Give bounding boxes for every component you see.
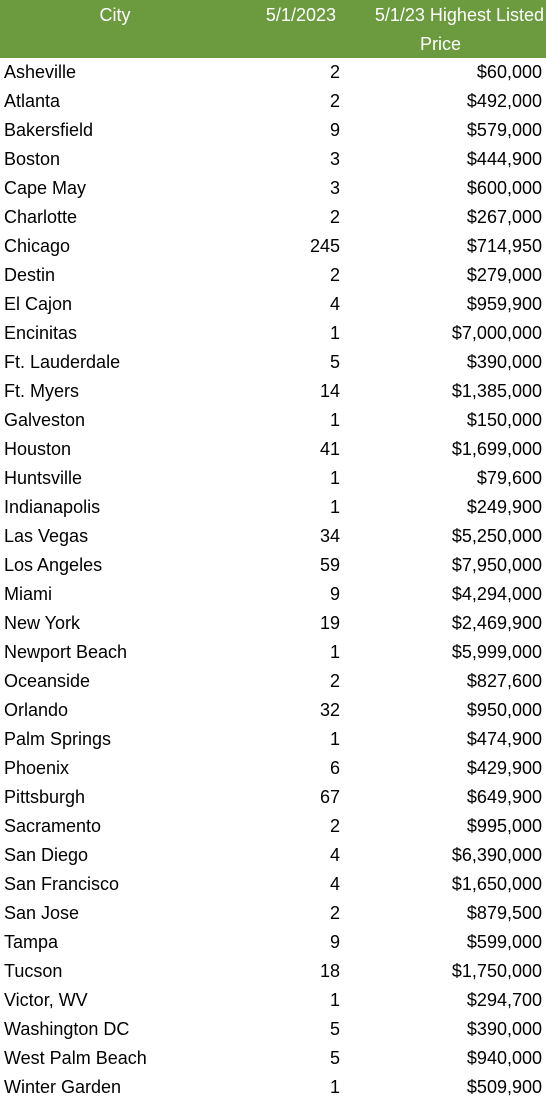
city-cell[interactable]: Bakersfield — [4, 120, 94, 140]
table-row — [0, 725, 546, 754]
count-cell[interactable]: 1 — [329, 990, 340, 1010]
table-row — [0, 493, 546, 522]
city-cell[interactable]: San Diego — [4, 845, 89, 865]
city-cell[interactable]: Winter Garden — [4, 1077, 122, 1097]
count-cell[interactable]: 9 — [329, 120, 340, 140]
header-row — [0, 0, 546, 58]
table-row — [0, 696, 546, 725]
table-row — [0, 754, 546, 783]
count-cell[interactable]: 1 — [329, 729, 340, 749]
city-cell[interactable]: Washington DC — [4, 1019, 130, 1039]
table-row — [0, 551, 546, 580]
table-row — [0, 609, 546, 638]
price-cell[interactable]: $444,900 — [466, 149, 542, 169]
table-row — [0, 928, 546, 957]
price-cell[interactable]: $249,900 — [466, 497, 542, 517]
city-cell[interactable]: Galveston — [4, 410, 86, 430]
price-cell[interactable]: $940,000 — [466, 1048, 542, 1068]
price-cell[interactable]: $1,750,000 — [451, 961, 542, 981]
table-row — [0, 145, 546, 174]
table-row — [0, 522, 546, 551]
table-row — [0, 580, 546, 609]
table-row — [0, 783, 546, 812]
table-row — [0, 841, 546, 870]
price-cell[interactable]: $4,294,000 — [451, 584, 542, 604]
city-cell[interactable]: Houston — [4, 439, 72, 459]
count-cell[interactable]: 3 — [329, 149, 340, 169]
city-cell[interactable]: Las Vegas — [4, 526, 89, 546]
city-cell[interactable]: El Cajon — [4, 294, 73, 314]
header-city-label: City — [99, 5, 131, 25]
count-cell[interactable]: 2 — [329, 903, 340, 923]
count-cell[interactable]: 67 — [319, 787, 340, 807]
price-cell[interactable]: $509,900 — [466, 1077, 542, 1097]
city-cell[interactable]: Miami — [4, 584, 52, 604]
price-cell[interactable]: $390,000 — [466, 1019, 542, 1039]
table-row — [0, 667, 546, 696]
table-row — [0, 116, 546, 145]
price-cell[interactable]: $60,000 — [476, 62, 542, 82]
table-row — [0, 957, 546, 986]
table-row — [0, 899, 546, 928]
city-cell[interactable]: Chicago — [4, 236, 71, 256]
city-cell[interactable]: Huntsville — [4, 468, 83, 488]
header-price-label-line1: 5/1/23 Highest Listed — [374, 5, 544, 25]
city-cell[interactable]: Encinitas — [4, 323, 78, 343]
city-cell[interactable]: Ft. Lauderdale — [4, 352, 121, 372]
price-cell[interactable]: $879,500 — [466, 903, 542, 923]
count-cell[interactable]: 4 — [329, 294, 340, 314]
price-cell[interactable]: $2,469,900 — [451, 613, 542, 633]
header-price-cell[interactable] — [338, 0, 546, 58]
price-cell[interactable]: $599,000 — [466, 932, 542, 952]
price-cell[interactable]: $429,900 — [466, 758, 542, 778]
count-cell[interactable]: 5 — [329, 1019, 340, 1039]
price-cell[interactable]: $649,900 — [466, 787, 542, 807]
city-cell[interactable]: Ft. Myers — [4, 381, 79, 401]
city-cell[interactable]: Asheville — [4, 62, 77, 82]
price-cell[interactable]: $79,600 — [476, 468, 542, 488]
count-cell[interactable]: 1 — [329, 497, 340, 517]
price-cell[interactable]: $827,600 — [466, 671, 542, 691]
price-cell[interactable]: $600,000 — [466, 178, 542, 198]
count-cell[interactable]: 2 — [329, 671, 340, 691]
price-cell[interactable]: $959,900 — [466, 294, 542, 314]
price-cell[interactable]: $5,250,000 — [451, 526, 542, 546]
price-cell[interactable]: $150,000 — [466, 410, 542, 430]
table-row — [0, 290, 546, 319]
count-cell[interactable]: 2 — [329, 62, 340, 82]
price-cell[interactable]: $579,000 — [466, 120, 542, 140]
table-row — [0, 377, 546, 406]
city-cell[interactable]: Tucson — [4, 961, 63, 981]
table-row — [0, 1073, 546, 1102]
price-cell[interactable]: $7,000,000 — [451, 323, 542, 343]
table-row — [0, 348, 546, 377]
count-cell[interactable]: 14 — [319, 381, 340, 401]
city-cell[interactable]: Palm Springs — [4, 729, 112, 749]
count-cell[interactable]: 19 — [319, 613, 340, 633]
price-cell[interactable]: $5,999,000 — [451, 642, 542, 662]
count-cell[interactable]: 18 — [319, 961, 340, 981]
price-cell[interactable]: $1,385,000 — [451, 381, 542, 401]
city-cell[interactable]: Destin — [4, 265, 56, 285]
city-cell[interactable]: Oceanside — [4, 671, 91, 691]
count-cell[interactable]: 5 — [329, 352, 340, 372]
price-cell[interactable]: $714,950 — [466, 236, 542, 256]
count-cell[interactable]: 1 — [329, 323, 340, 343]
price-cell[interactable]: $474,900 — [466, 729, 542, 749]
price-cell[interactable]: $390,000 — [466, 352, 542, 372]
price-cell[interactable]: $995,000 — [466, 816, 542, 836]
table-row — [0, 87, 546, 116]
price-cell[interactable]: $950,000 — [466, 700, 542, 720]
count-cell[interactable]: 6 — [329, 758, 340, 778]
count-cell[interactable]: 9 — [329, 584, 340, 604]
city-cell[interactable]: San Francisco — [4, 874, 120, 894]
table-row — [0, 986, 546, 1015]
city-cell[interactable]: Pittsburgh — [4, 787, 86, 807]
table-body — [0, 58, 546, 1102]
table-row — [0, 203, 546, 232]
table-row — [0, 870, 546, 899]
count-cell[interactable]: 9 — [329, 932, 340, 952]
table-row — [0, 319, 546, 348]
city-cell[interactable]: Boston — [4, 149, 61, 169]
count-cell[interactable]: 1 — [329, 410, 340, 430]
header-price-label-line2: Price — [420, 34, 462, 54]
city-cell[interactable]: Los Angeles — [4, 555, 103, 575]
price-cell[interactable]: $6,390,000 — [451, 845, 542, 865]
count-cell[interactable]: 32 — [319, 700, 340, 720]
count-cell[interactable]: 34 — [319, 526, 340, 546]
city-cell[interactable]: Orlando — [4, 700, 69, 720]
count-cell[interactable]: 2 — [329, 207, 340, 227]
table-row — [0, 435, 546, 464]
table-row — [0, 638, 546, 667]
price-cell[interactable]: $492,000 — [466, 91, 542, 111]
city-cell[interactable]: New York — [4, 613, 81, 633]
price-cell[interactable]: $1,699,000 — [451, 439, 542, 459]
table-row — [0, 58, 546, 87]
city-cell[interactable]: Atlanta — [4, 91, 61, 111]
price-cell[interactable]: $1,650,000 — [451, 874, 542, 894]
table-row — [0, 232, 546, 261]
price-cell[interactable]: $267,000 — [466, 207, 542, 227]
table-row — [0, 1015, 546, 1044]
count-cell[interactable]: 2 — [329, 91, 340, 111]
city-cell[interactable]: Cape May — [4, 178, 87, 198]
count-cell[interactable]: 41 — [319, 439, 340, 459]
table-row — [0, 261, 546, 290]
count-cell[interactable]: 2 — [329, 816, 340, 836]
table-row — [0, 1044, 546, 1073]
city-cell[interactable]: Phoenix — [4, 758, 70, 778]
city-cell[interactable]: West Palm Beach — [4, 1048, 147, 1068]
table-row — [0, 464, 546, 493]
header-date-cell[interactable] — [230, 0, 338, 58]
city-cell[interactable]: Charlotte — [4, 207, 78, 227]
header-date-label: 5/1/2023 — [265, 5, 336, 25]
price-cell[interactable]: $294,700 — [466, 990, 542, 1010]
count-cell[interactable]: 5 — [329, 1048, 340, 1068]
count-cell[interactable]: 1 — [329, 1077, 340, 1097]
count-cell[interactable]: 4 — [329, 874, 340, 894]
count-cell[interactable]: 1 — [329, 468, 340, 488]
city-cell[interactable]: Newport Beach — [4, 642, 128, 662]
price-cell[interactable]: $279,000 — [466, 265, 542, 285]
count-cell[interactable]: 2 — [329, 265, 340, 285]
count-cell[interactable]: 245 — [309, 236, 340, 256]
price-cell[interactable]: $7,950,000 — [451, 555, 542, 575]
city-cell[interactable]: San Jose — [4, 903, 80, 923]
count-cell[interactable]: 59 — [319, 555, 340, 575]
count-cell[interactable]: 3 — [329, 178, 340, 198]
table-row — [0, 812, 546, 841]
city-cell[interactable]: Indianapolis — [4, 497, 101, 517]
table-row — [0, 174, 546, 203]
city-cell[interactable]: Tampa — [4, 932, 59, 952]
city-cell[interactable]: Sacramento — [4, 816, 102, 836]
count-cell[interactable]: 4 — [329, 845, 340, 865]
count-cell[interactable]: 1 — [329, 642, 340, 662]
header-city-cell[interactable] — [0, 0, 230, 58]
city-cell[interactable]: Victor, WV — [4, 990, 88, 1010]
table-row — [0, 406, 546, 435]
